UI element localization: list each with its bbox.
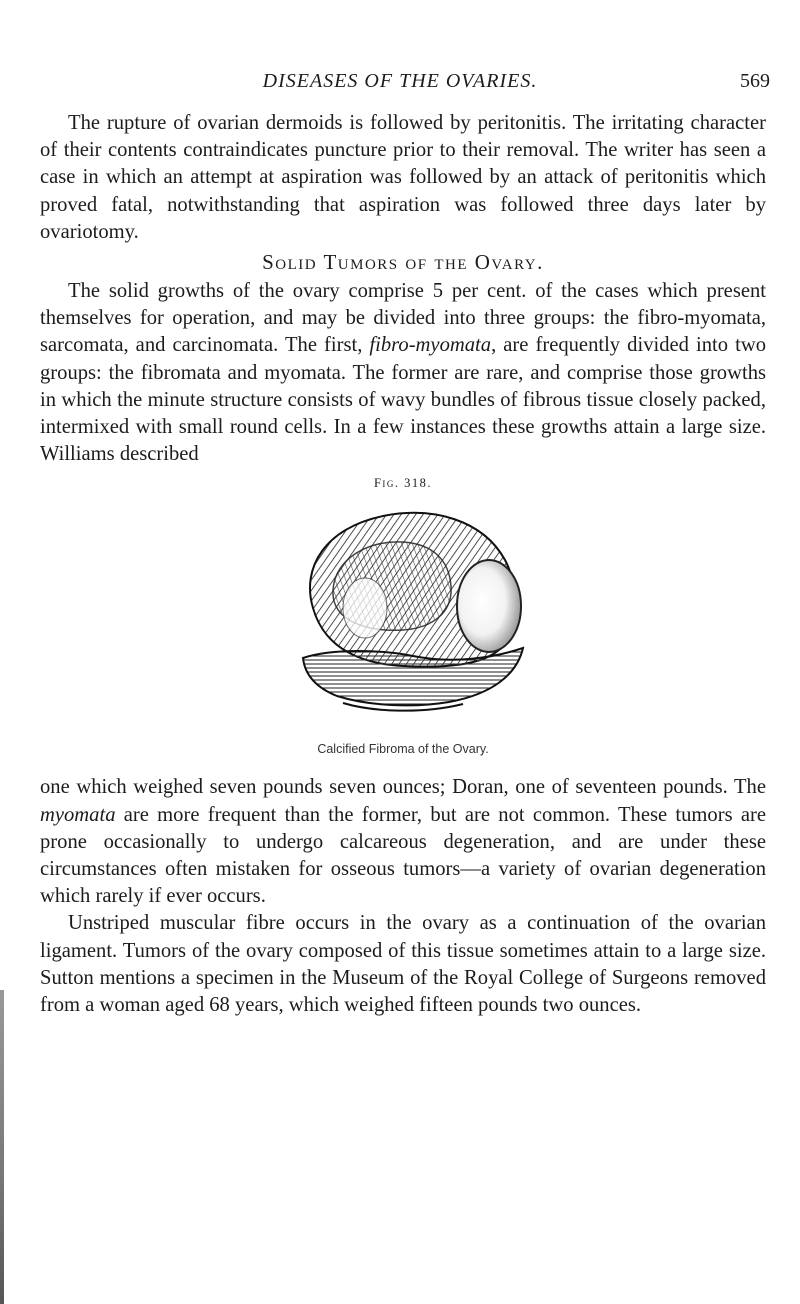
figure-caption: Calcified Fibroma of the Ovary. — [317, 742, 489, 757]
page-edge-shadow — [0, 990, 4, 1304]
page-number: 569 — [740, 70, 770, 92]
text-run: , are frequently divided into two groups: the fibromata and myomata. The former are rare, and comprise those growths in which the minute structure consists of wavy bundles of fibrous tissue closely packed, intermixed with small round cells. In a few instances these growths attain a large size. Williams described — [40, 334, 766, 466]
figure-label: Fig. 318. — [373, 476, 433, 491]
paragraph-unstriped-fibre: Unstriped muscular fibre occurs in the ovary as a continuation of the ovarian ligament. Tumors of the ovary composed of this tissue sometimes attain to a large size. Sutton mentions a specimen in the Museum of the Royal College of Surgeons removed from a woman aged 68 years, which weighed fifteen pounds two ounces. — [40, 912, 766, 1017]
emphasis-term: myomata — [40, 803, 116, 826]
text-run: one which weighed seven pounds seven ounces; Doran, one of seventeen pounds. The — [40, 776, 766, 799]
tumor-base — [303, 648, 523, 705]
emphasis-term: fibro-myomata — [369, 334, 492, 357]
paragraph-solid-growths — [40, 278, 766, 468]
paragraph-fibroma-weights — [40, 774, 766, 910]
text-run: are more frequent than the former, but are not common. These tumors are prone occasionally to undergo calcareous degeneration, and are under these circumstances often mistaken for osseous tumors—a variety of ovarian degeneration which rarely if ever occurs. — [40, 803, 766, 908]
running-title: DISEASES OF THE OVARIES. — [262, 70, 538, 92]
text-column-top — [40, 110, 766, 1019]
paragraph-dermoid-rupture: The rupture of ovarian dermoids is followed by peritonitis. The irritating character of their contents contraindicates puncture prior to their removal. The writer has seen a case in which an attempt at aspiration was followed by an attack of peritonitis which proved fatal, notwithstanding that aspiration was followed three days later by ovariotomy. — [40, 112, 766, 243]
text-run: The solid growths of the ovary comprise 5 per cent. of the cases which present themselves for operation, and may be divided into three groups: the fibro-myomata, sarcomata, and carcinomata. The first, — [40, 280, 766, 357]
figure — [40, 498, 766, 734]
calcified-fibroma-illustration — [273, 498, 533, 728]
section-heading: Solid Tumors of the Ovary. — [262, 250, 544, 275]
running-head — [0, 70, 800, 96]
